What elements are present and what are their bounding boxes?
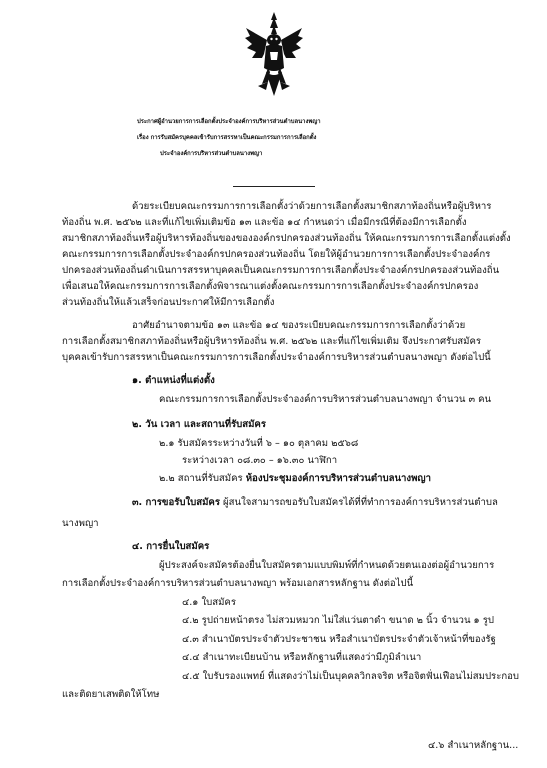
intro-line: ด้วยระเบียบคณะกรรมการการเลือกตั้งว่าด้วยการเลือกตั้งสมาชิกสภาท้องถิ่นหรือผู้บริหาร xyxy=(132,201,492,212)
document-item: ๔.๕ ใบรับรองแพทย์ ที่แสดงว่าไม่เป็นบุคคลวิกลจริต หรือจิตฟั่นเฟือนไม่สมประกอบ xyxy=(182,671,520,682)
venue-name: ห้องประชุมองค์การบริหารส่วนตำบลนางพญา xyxy=(245,473,431,484)
intro-line: ส่วนท้องถิ่นให้แล้วเสร็จก่อนประกาศให้มีการเลือกตั้ง xyxy=(62,297,275,308)
section-3 xyxy=(132,497,498,509)
subject-line: เรื่อง การรับสมัครบุคคลเข้ารับการสรรหาเป็นคณะกรรมการการเลือกตั้ง xyxy=(137,135,317,141)
intro-line: ปกครองส่วนท้องถิ่นดำเนินการสรรหาบุคคลเป็นคณะกรรมการการเลือกตั้งประจำองค์กรปกครองส่วนท้องถิ่น xyxy=(62,265,500,276)
document-item: ๔.๑ ใบสมัคร xyxy=(182,597,236,608)
authority-line: การเลือกตั้งสมาชิกสภาท้องถิ่นหรือผู้บริหารท้องถิ่น พ.ศ. ๒๕๖๒ และที่แก้ไขเพิ่มเติม จึงประกาศรับสมัคร xyxy=(62,336,482,347)
section-4-heading: ๔. การยื่นใบสมัคร xyxy=(132,541,210,552)
authority-line: บุคคลเข้ารับการสรรหาเป็นคณะกรรมการการเลือกตั้งประจำองค์การบริหารส่วนตำบลนางพญา ดังต่อไปนี้ xyxy=(62,352,491,363)
section-4-body: การเลือกตั้งประจำองค์การบริหารส่วนตำบลนางพญา พร้อมเอกสารหลักฐาน ดังต่อไปนี้ xyxy=(62,578,414,589)
announcement-title: ประกาศผู้อำนวยการการเลือกตั้งประจำองค์การบริหารส่วนตำบลนางพญา xyxy=(137,119,321,125)
section-3-heading: ๓. การขอรับใบสมัคร xyxy=(132,497,220,508)
section-1-heading: ๑. ตำแหน่งที่แต่งตั้ง xyxy=(132,375,215,386)
title-divider xyxy=(233,186,315,187)
garuda-emblem xyxy=(244,10,304,102)
intro-line: สมาชิกสภาท้องถิ่นหรือผู้บริหารท้องถิ่นของขององค์กรปกครองส่วนท้องถิ่น ให้คณะกรรมการการเลือกตั้งแต่งตั้ง xyxy=(62,233,511,244)
application-hours: ระหว่างเวลา ๐๘.๓๐ – ๑๖.๓๐ นาฬิกา xyxy=(182,455,338,466)
document-item: ๔.๒ รูปถ่ายหน้าตรง ไม่สวมหมวก ไม่ใส่แว่นตาดำ ขนาด ๒ นิ้ว จำนวน ๑ รูป xyxy=(182,615,494,626)
venue-label: ๒.๒ สถานที่รับสมัคร xyxy=(159,473,246,484)
authority-line: อาศัยอำนาจตามข้อ ๑๓ และข้อ ๑๔ ของระเบียบคณะกรรมการการเลือกตั้งว่าด้วย xyxy=(132,320,466,331)
document-item-continuation: และติดยาเสพติดให้โทษ xyxy=(62,689,160,700)
intro-line: เพื่อเสนอให้คณะกรรมการการเลือกตั้งพิจารณาแต่งตั้งคณะกรรมการการเลือกตั้งประจำองค์กรปกครอง xyxy=(62,281,479,292)
section-3-body: ผู้สนใจสามารถขอรับใบสมัครได้ที่ที่ทำการองค์การบริหารส่วนตำบล xyxy=(219,497,498,508)
document-item: ๔.๔ สำเนาทะเบียนบ้าน หรือหลักฐานที่แสดงว่ามีภูมิลำเนา xyxy=(182,652,422,663)
section-2-heading: ๒. วัน เวลา และสถานที่รับสมัคร xyxy=(132,419,267,430)
application-dates: ๒.๑ รับสมัครระหว่างวันที่ ๖ – ๑๐ ตุลาคม ๒๕๖๘ xyxy=(159,438,359,449)
section-3-continuation: นางพญา xyxy=(62,518,99,529)
application-venue xyxy=(159,473,431,485)
intro-line: คณะกรรมการการเลือกตั้งประจำองค์กรปกครองส่วนท้องถิ่น โดยให้ผู้อำนวยการการเลือกตั้งประจำองค์กร xyxy=(62,249,491,260)
section-4-body: ผู้ประสงค์จะสมัครต้องยื่นใบสมัครตามแบบพิมพ์ที่กำหนดด้วยตนเองต่อผู้อำนวยการ xyxy=(159,560,495,571)
continuation-marker: ๔.๖ สำเนาหลักฐาน... xyxy=(428,740,519,751)
intro-line: ท้องถิ่น พ.ศ. ๒๕๖๒ และที่แก้ไขเพิ่มเติมข้อ ๑๓ และข้อ ๑๔ กำหนดว่า เมื่อมีกรณีที่ต้องมีการเลือกตั้ง xyxy=(62,217,467,228)
document-item: ๔.๓ สำเนาบัตรประจำตัวประชาชน หรือสำเนาบัตรประจำตัวเจ้าหน้าที่ของรัฐ xyxy=(182,634,496,645)
section-1-body: คณะกรรมการการเลือกตั้งประจำองค์การบริหารส่วนตำบลนางพญา จำนวน ๓ คน xyxy=(159,394,492,405)
subject-line-2: ประจำองค์การบริหารส่วนตำบลนางพญา xyxy=(160,151,263,157)
